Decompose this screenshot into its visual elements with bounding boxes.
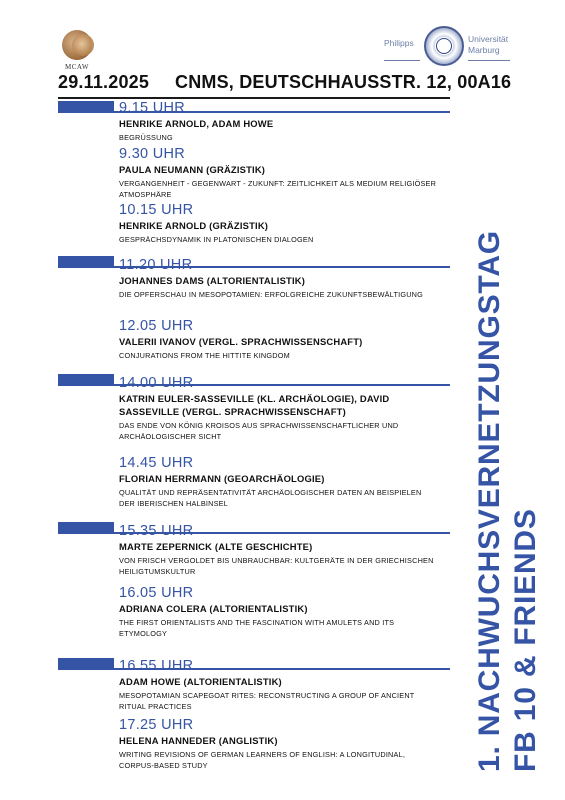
slot-title: DIE OPFERSCHAU IN MESOPOTAMIEN: ERFOLGREICHE ZUKUNFTSBEWÄLTIGUNG: [119, 290, 424, 299]
university-logo-universitaet: Universität: [468, 34, 509, 44]
slot-time: 12.05 UHR: [119, 318, 194, 334]
logo-rule: [468, 60, 510, 61]
slot-speaker: HENRIKE ARNOLD (GRÄZISTIK): [119, 220, 269, 231]
slot-title: VON FRISCH VERGOLDET BIS UNBRAUCHBAR: KULTGERÄTE IN DER GRIECHISCHEN HEILIGTUMSKULTUR: [119, 556, 434, 576]
slot-speaker: MARTE ZEPERNICK (ALTE GESCHICHTE): [119, 541, 313, 552]
slot-title: DAS ENDE VON KÖNIG KROISOS AUS SPRACHWISSENSCHAFTLICHER UND ARCHÄOLOGISCHER SICHT: [119, 421, 399, 441]
slot-speaker: HENRIKE ARNOLD, ADAM HOWE: [119, 118, 274, 129]
mcaw-logo: [58, 30, 96, 76]
program-slot: [119, 455, 439, 509]
university-logo: [384, 26, 512, 70]
slot-time: 9.15 UHR: [119, 100, 186, 116]
event-location: CNMS, DEUTSCHHAUSSTR. 12, 00A16: [175, 72, 512, 92]
slot-title: CONJURATIONS FROM THE HITTITE KINGDOM: [119, 351, 290, 360]
slot-title: VERGANGENHEIT - GEGENWART - ZUKUNFT: ZEITLICHKEIT ALS MEDIUM RELIGIÖSER ATMOSPHÄRE: [119, 179, 437, 199]
program-slot: [119, 257, 439, 300]
slot-speaker: VALERII IVANOV (VERGL. SPRACHWISSENSCHAFT): [119, 336, 363, 347]
program-slot: [119, 375, 439, 442]
slot-time: 14.00 UHR: [119, 375, 194, 391]
event-title-line2: FB 10 & FRIENDS: [509, 508, 542, 772]
slot-title: BEGRÜSSUNG: [119, 133, 173, 142]
slot-time: 11.20 UHR: [119, 257, 193, 273]
slot-speaker: ADAM HOWE (ALTORIENTALISTIK): [119, 676, 282, 687]
slot-title: THE FIRST ORIENTALISTS AND THE FASCINATION WITH AMULETS AND ITS ETYMOLOGY: [119, 618, 395, 638]
slot-speaker: HELENA HANNEDER (ANGLISTIK): [119, 735, 278, 746]
event-title-line1: 1. NACHWUCHSVERNETZUNGSTAG: [473, 230, 506, 772]
slot-speaker: PAULA NEUMANN (GRÄZISTIK): [119, 164, 266, 175]
university-seal-inner-icon: [436, 38, 452, 54]
mcaw-logo-text: MCAW: [65, 63, 89, 71]
slot-speaker: JOHANNES DAMS (ALTORIENTALISTIK): [119, 275, 306, 286]
slot-time: 15.35 UHR: [119, 523, 194, 539]
event-date: 29.11.2025: [58, 72, 150, 92]
program-slot: [119, 717, 439, 771]
program-slot: [119, 585, 439, 639]
program-slot: [119, 202, 439, 245]
program-slot: [119, 318, 439, 361]
slot-time: 9.30 UHR: [119, 146, 186, 162]
slot-time: 16.05 UHR: [119, 585, 194, 601]
slot-title: WRITING REVISIONS OF GERMAN LEARNERS OF ENGLISH: A LONGITUDINAL, CORPUS-BASED STUDY: [119, 750, 406, 770]
slot-time: 17.25 UHR: [119, 717, 194, 733]
slot-title: GESPRÄCHSDYNAMIK IN PLATONISCHEN DIALOGEN: [119, 235, 314, 244]
slot-title: QUALITÄT UND REPRÄSENTATIVITÄT ARCHÄOLOGISCHER DATEN AN BEISPIELEN DER IBERISCHEN HALBINSEL: [119, 488, 422, 508]
slot-speaker: FLORIAN HERRMANN (GEOARCHÄOLOGIE): [119, 473, 325, 484]
program-slot: [119, 523, 439, 577]
program-slot: [119, 100, 439, 143]
university-logo-marburg: Marburg: [468, 45, 500, 55]
slot-time: 14.45 UHR: [119, 455, 194, 471]
university-logo-philipps: Philipps: [384, 38, 414, 48]
slot-title: MESOPOTAMIAN SCAPEGOAT RITES: RECONSTRUCTING A GROUP OF ANCIENT RITUAL PRACTICES: [119, 691, 415, 711]
slot-speaker: ADRIANA COLERA (ALTORIENTALISTIK): [119, 603, 308, 614]
slot-time: 10.15 UHR: [119, 202, 194, 218]
program-slot: [119, 658, 439, 712]
program-slot: [119, 146, 439, 200]
logo-rule: [384, 60, 420, 61]
coin-icon: [72, 34, 94, 56]
event-title-vertical: [472, 92, 544, 772]
slot-speaker: KATRIN EULER-SASSEVILLE (KL. ARCHÄOLOGIE), DAVID SASSEVILLE (VERGL. SPRACHWISSENSCHAFT): [119, 393, 390, 417]
header-divider: [58, 97, 450, 99]
slot-time: 16.55 UHR: [119, 658, 194, 674]
